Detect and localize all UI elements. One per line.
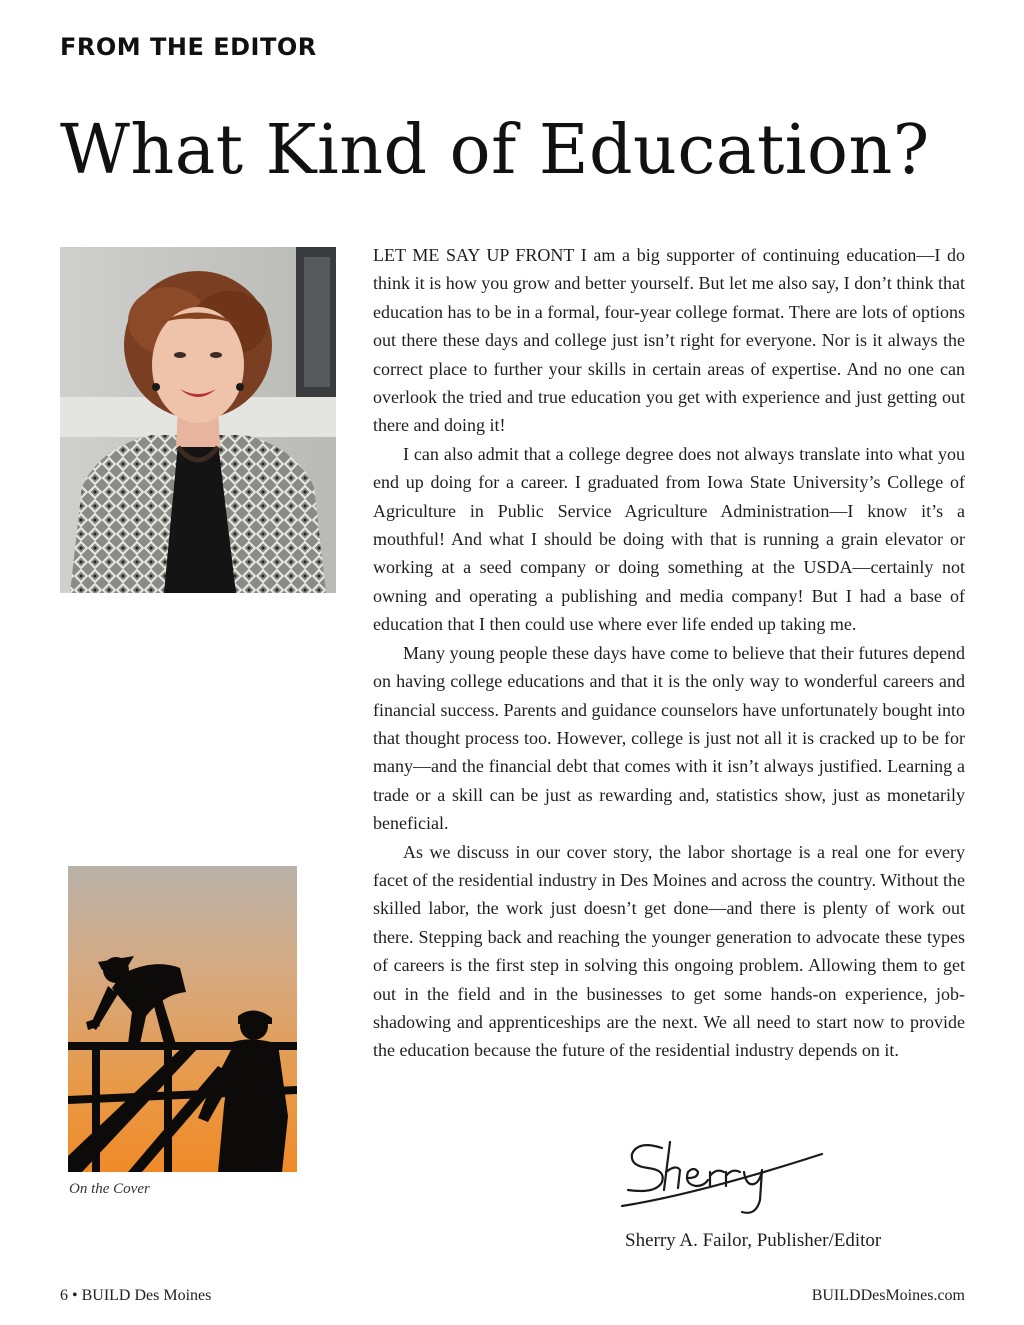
website-link[interactable]: BUILDDesMoines.com xyxy=(811,1287,965,1304)
editor-portrait-photo xyxy=(60,247,336,593)
portrait-illustration xyxy=(60,247,336,593)
article-paragraph: As we discuss in our cover story, the labor shortage is a real one for every facet of the residential industry in Des Moines and across the country. Without the skilled labor, the work just doesn’t get done—and there is plenty of work out there. Stepping back and reaching the younger generation to advocate these types of careers is the first step in solving this ongoing problem. Allowing them to get out in the field and in the businesses to get some hands-on experience, job-shadowing and apprenticeships are the next. We all need to start now to provide the education because the future of the residential industry depends on it. xyxy=(373,841,965,1061)
article-paragraph: Many young people these days have come to believe that their futures depend on having college educations and that it is the only way to wonderful careers and financial success. Parents and guidance counselors have unfortunately bought into that thought process too. However, college is just not all it is cracked up to be for many—and the financial debt that comes with it isn’t always justified. Learning a trade or a skill can be just as rewarding and, statistics show, just as monetarily beneficial. xyxy=(373,642,965,834)
page-title: What Kind of Education? xyxy=(60,111,930,190)
signature xyxy=(618,1134,828,1218)
article-body xyxy=(373,241,965,1065)
handwritten-signature-icon xyxy=(618,1134,828,1218)
page-folio: 6 • BUILD Des Moines xyxy=(60,1287,212,1304)
article-paragraph: LET ME SAY UP FRONT I am a big supporter of continuing education—I do think it is how you grow and better yourself. But let me also say, I don’t think that education has to be in a formal, four-year college format. There are lots of options out there these days and college just isn’t right for everyone. Nor is it always the correct place to further your skills in certain areas of expertise. And no one can overlook the tried and true education you get with experience and just getting out there and doing it! xyxy=(373,245,965,436)
construction-workers-silhouette-icon xyxy=(68,866,297,1172)
section-kicker: FROM THE EDITOR xyxy=(60,33,317,61)
cover-photo xyxy=(68,866,297,1172)
byline: Sherry A. Failor, Publisher/Editor xyxy=(625,1230,882,1251)
article-paragraph: I can also admit that a college degree does not always translate into what you end up doing for a career. I graduated from Iowa State University’s College of Agriculture in Public Service Agriculture Administration—I know it’s a mouthful! And what I should be doing with that is running a grain elevator or working at a seed company or doing something at the USDA—certainly not owning and operating a publishing and media company! But I had a base of education that I then could use where ever life ended up taking me. xyxy=(373,443,965,635)
cover-caption: On the Cover xyxy=(69,1181,150,1197)
